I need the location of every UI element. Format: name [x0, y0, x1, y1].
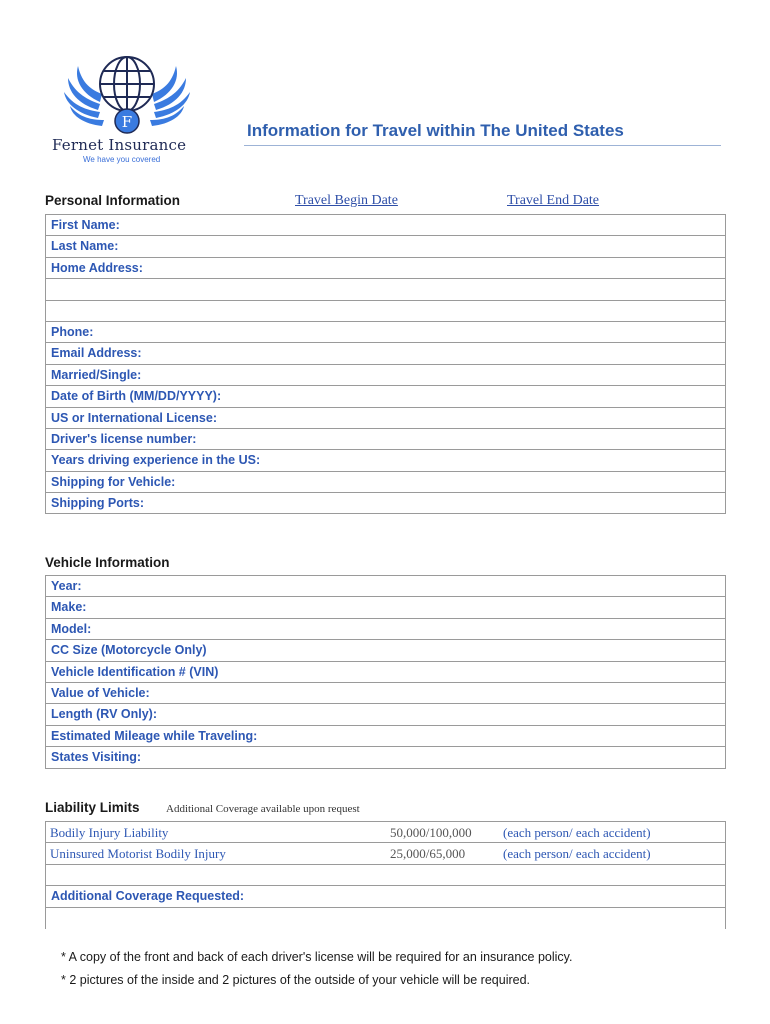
liability-row[interactable]	[46, 822, 725, 843]
form-field-row[interactable]: First Name:	[46, 215, 725, 236]
form-field-row[interactable]: Years driving experience in the US:	[46, 450, 725, 471]
form-field-row[interactable]: Home Address:	[46, 258, 725, 279]
liability-label: Uninsured Motorist Bodily Injury	[50, 846, 226, 862]
license-footnote: * A copy of the front and back of each driver's license will be required for an insurance policy.	[61, 950, 573, 964]
form-field-row[interactable]: Shipping Ports:	[46, 493, 725, 514]
additional-coverage-input[interactable]	[46, 908, 725, 929]
form-field-row[interactable]: Last Name:	[46, 236, 725, 257]
form-field-row[interactable]: Date of Birth (MM/DD/YYYY):	[46, 386, 725, 407]
form-field-row[interactable]: US or International License:	[46, 408, 725, 429]
logo-letter: F	[121, 113, 133, 131]
additional-coverage-row[interactable]: Additional Coverage Requested:	[46, 886, 725, 907]
blank-row[interactable]	[46, 865, 725, 886]
vehicle-photo-footnote: * 2 pictures of the inside and 2 pictures of the outside of your vehicle will be required.	[61, 973, 531, 987]
form-field-row[interactable]: Shipping for Vehicle:	[46, 472, 725, 493]
form-field-row[interactable]: Value of Vehicle:	[46, 683, 725, 704]
form-field-row[interactable]: Length (RV Only):	[46, 704, 725, 725]
liability-row[interactable]	[46, 843, 725, 864]
travel-end-date-link[interactable]: Travel End Date	[507, 193, 600, 208]
personal-info-heading: Personal Information	[45, 193, 181, 208]
form-field-row[interactable]: CC Size (Motorcycle Only)	[46, 640, 725, 661]
personal-info-table	[45, 214, 726, 514]
liability-subheading: Additional Coverage available upon request	[166, 803, 360, 815]
liability-table	[45, 821, 726, 929]
liability-label: Bodily Injury Liability	[50, 825, 169, 840]
form-field-row[interactable]: Vehicle Identification # (VIN)	[46, 662, 725, 683]
form-field-row[interactable]: Year:	[46, 576, 725, 597]
vehicle-info-table	[45, 575, 726, 769]
company-tagline: We have you covered	[83, 155, 161, 164]
liability-heading: Liability Limits	[45, 800, 140, 815]
page-title: Information for Travel within The United States	[247, 121, 624, 140]
address-line-row[interactable]	[46, 301, 725, 322]
title-divider	[244, 145, 721, 146]
form-field-row[interactable]: States Visiting:	[46, 747, 725, 768]
liability-amount: 25,000/65,000	[390, 846, 466, 862]
liability-amount: 50,000/100,000	[390, 825, 472, 840]
company-name: Fernet Insurance	[52, 136, 187, 154]
liability-note: (each person/ each accident)	[503, 846, 651, 862]
form-field-row[interactable]: Model:	[46, 619, 725, 640]
liability-note: (each person/ each accident)	[503, 825, 651, 840]
form-field-row[interactable]: Phone:	[46, 322, 725, 343]
form-field-row[interactable]: Email Address:	[46, 343, 725, 364]
travel-begin-date-link[interactable]: Travel Begin Date	[295, 193, 398, 208]
address-line-row[interactable]	[46, 279, 725, 300]
vehicle-info-heading: Vehicle Information	[45, 555, 170, 570]
form-field-row[interactable]: Married/Single:	[46, 365, 725, 386]
form-field-row[interactable]: Estimated Mileage while Traveling:	[46, 726, 725, 747]
form-field-row[interactable]: Driver's license number:	[46, 429, 725, 450]
form-field-row[interactable]: Make:	[46, 597, 725, 618]
